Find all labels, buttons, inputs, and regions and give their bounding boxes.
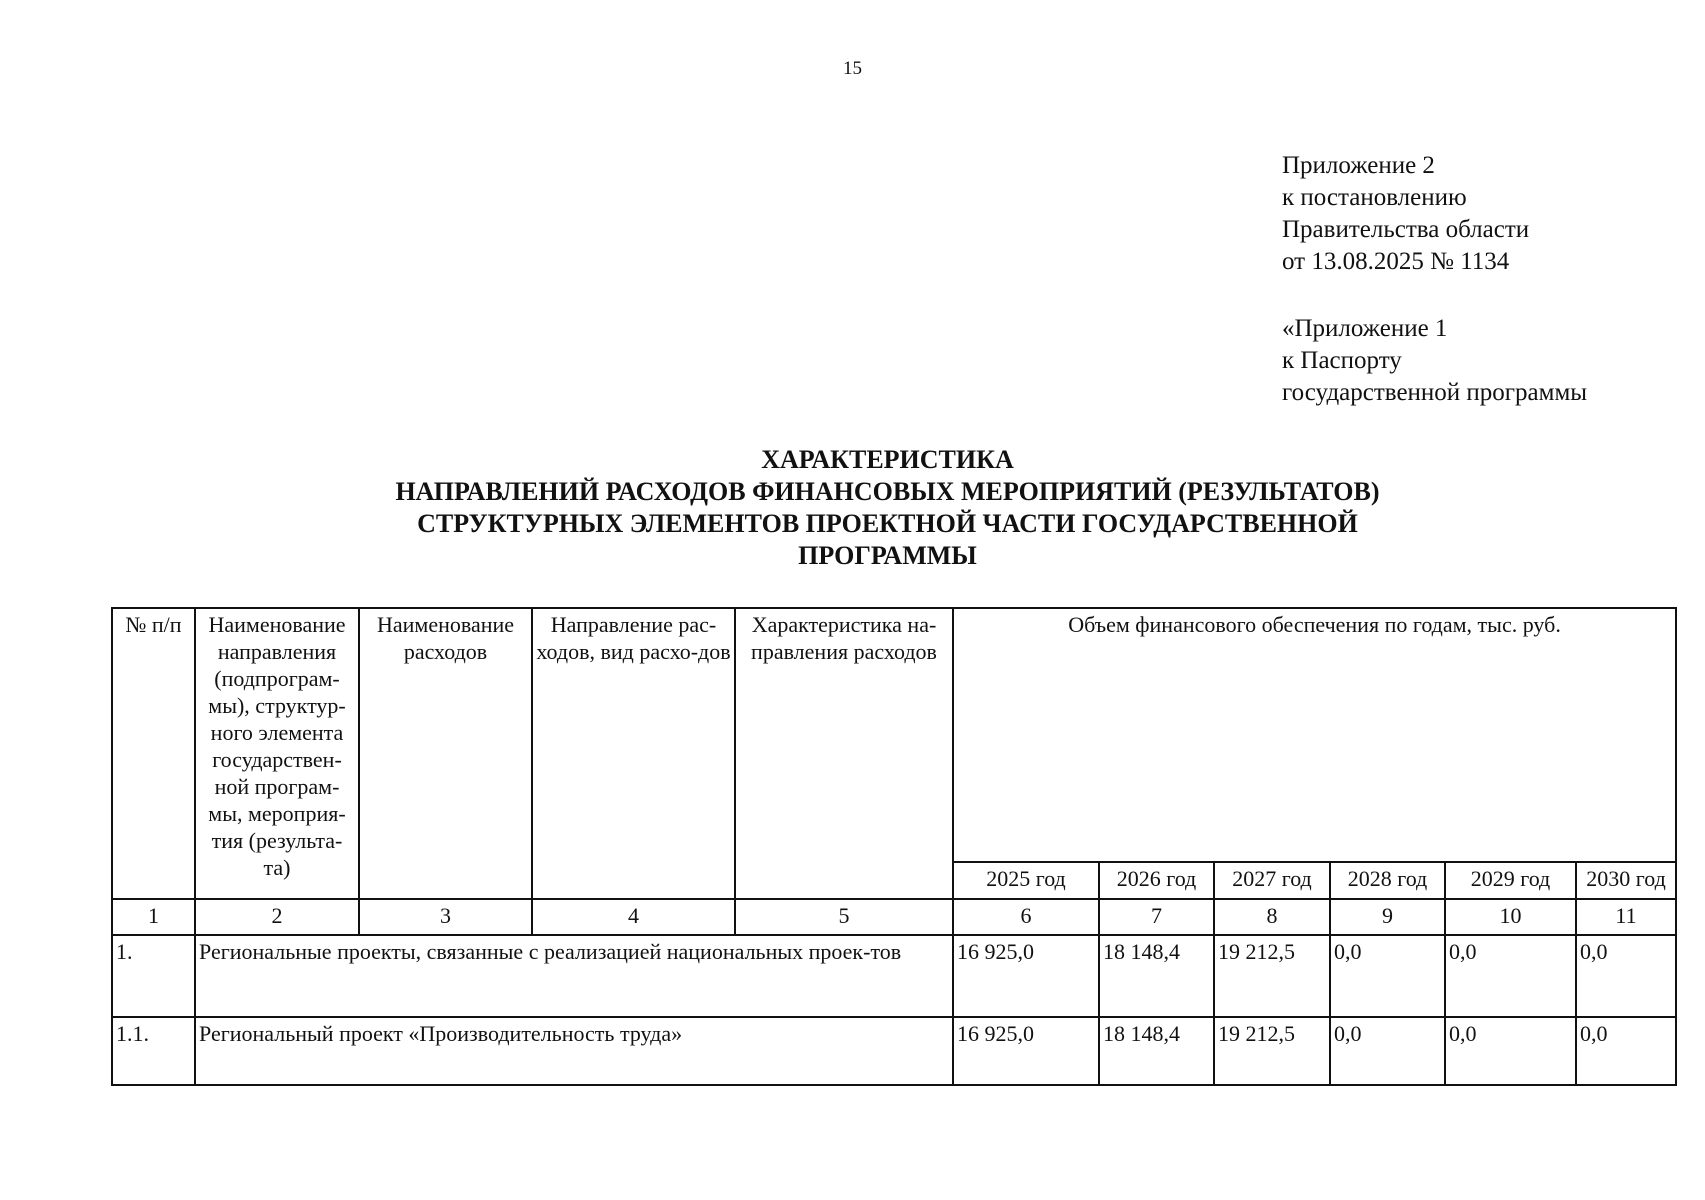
title-line: НАПРАВЛЕНИЙ РАСХОДОВ ФИНАНСОВЫХ МЕРОПРИЯТИЙ (РЕЗУЛЬТАТОВ) [395,477,1380,506]
year-header: 2029 год [1445,862,1576,899]
row-number: 1.1. [112,1017,195,1085]
title-line: ПРОГРАММЫ [798,541,977,570]
appendix-line: от 13.08.2025 № 1134 [1282,248,1510,275]
appendix-block [1282,150,1529,278]
row-value: 19 212,5 [1214,935,1330,1017]
column-number: 11 [1576,899,1676,935]
row-value: 0,0 [1445,935,1576,1017]
year-header: 2025 год [953,862,1099,899]
row-value: 19 212,5 [1214,1017,1330,1085]
year-header: 2030 год [1576,862,1676,899]
column-number: 2 [195,899,359,935]
header-row [112,608,1676,862]
passport-line: «Приложение 1 [1282,315,1448,342]
appendix-line: к постановлению [1282,184,1467,211]
finance-table [111,607,1677,1086]
row-value: 0,0 [1576,935,1676,1017]
header-expense-name: Наименование расходов [359,608,532,899]
page-number: 15 [843,58,862,79]
column-number: 5 [735,899,953,935]
document-title [230,444,1545,572]
passport-line: к Паспорту [1282,347,1402,374]
title-line: ХАРАКТЕРИСТИКА [761,445,1014,474]
row-value: 18 148,4 [1099,1017,1214,1085]
row-value: 16 925,0 [953,935,1099,1017]
title-line: СТРУКТУРНЫХ ЭЛЕМЕНТОВ ПРОЕКТНОЙ ЧАСТИ ГОСУДАРСТВЕННОЙ [417,509,1358,538]
row-name: Региональные проекты, связанные с реализацией национальных проек-тов [195,935,953,1017]
table-row [112,935,1676,1017]
row-name: Региональный проект «Производительность труда» [195,1017,953,1085]
header-expense-direction: Направление рас-ходов, вид расхо-дов [532,608,735,899]
row-number: 1. [112,935,195,1017]
column-number: 10 [1445,899,1576,935]
column-number: 7 [1099,899,1214,935]
header-num: № п/п [112,608,195,899]
header-characteristic: Характеристика на-правления расходов [735,608,953,899]
table-row [112,1017,1676,1085]
row-value: 0,0 [1330,935,1445,1017]
header-direction: Наименование направления (подпрограм-мы), структур-ного элемента государствен-ной програм-мы, мероприя-тия (результа-та) [195,608,359,899]
row-value: 16 925,0 [953,1017,1099,1085]
column-number: 3 [359,899,532,935]
column-number: 9 [1330,899,1445,935]
column-number: 6 [953,899,1099,935]
column-numbers-row [112,899,1676,935]
year-header: 2026 год [1099,862,1214,899]
passport-line: государственной программы [1282,379,1588,406]
header-volume: Объем финансового обеспечения по годам, тыс. руб. [953,608,1676,862]
year-header: 2027 год [1214,862,1330,899]
column-number: 8 [1214,899,1330,935]
appendix-line: Приложение 2 [1282,152,1435,179]
row-value: 0,0 [1330,1017,1445,1085]
column-number: 1 [112,899,195,935]
column-number: 4 [532,899,735,935]
year-header: 2028 год [1330,862,1445,899]
appendix-line: Правительства области [1282,216,1530,243]
row-value: 18 148,4 [1099,935,1214,1017]
passport-block [1282,313,1587,409]
row-value: 0,0 [1445,1017,1576,1085]
row-value: 0,0 [1576,1017,1676,1085]
